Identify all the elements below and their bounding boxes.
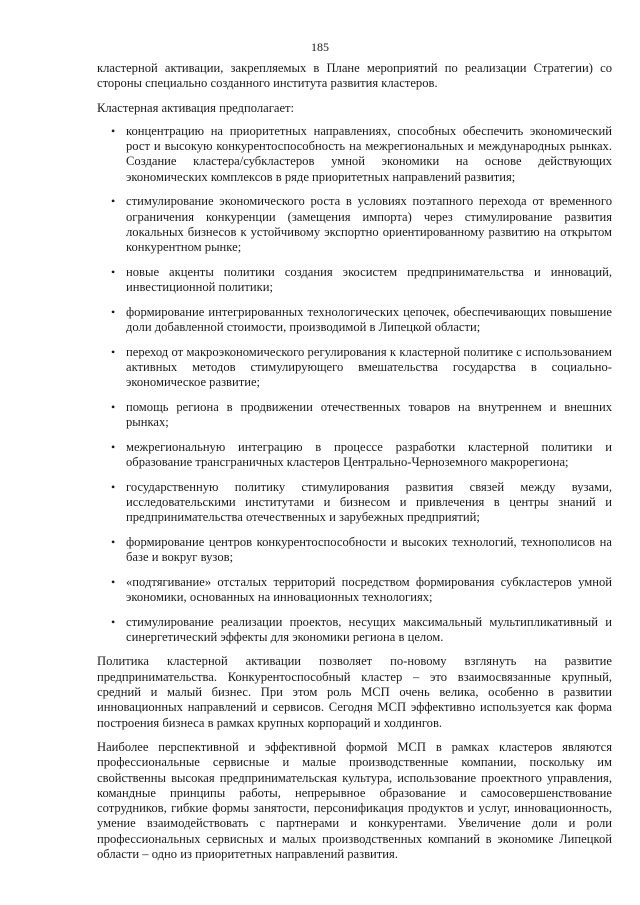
bullet-list — [97, 124, 612, 645]
bullet-icon: • — [111, 614, 116, 629]
body-paragraph: Наиболее перспективной и эффективной формой МСП в рамках кластеров являются профессиональные сервисные и малые производственные компании, поскольку им свойственны высокая предпринимательская культура, использование проектного управления, командные принципы работы, непрерывное образование и самосовершенствование сотрудников, гибкие формы занятости, персонификация продуктов и услуг, инновационность, умение взаимодействовать с партнерами и конкурентами. Увеличение доли и роли профессиональных сервисных и малых производственных компаний в экономике Липецкой области – одно из приоритетных направлений развития. — [97, 739, 612, 862]
list-item-text: стимулирование реализации проектов, несущих максимальный мультипликативный и синергетический эффекты для экономики региона в целом. — [126, 614, 612, 644]
list-item — [97, 124, 612, 185]
list-item — [97, 305, 612, 336]
page-content — [97, 61, 612, 862]
list-item-text: «подтягивание» отсталых территорий посредством формирования субкластеров умной экономики, основанных на инновационных технологиях; — [126, 574, 612, 604]
body-paragraph: Политика кластерной активации позволяет по-новому взглянуть на развитие предпринимательства. Конкурентоспособный кластер – это взаимосвязанные крупный, средний и малый бизнес. При этом роль МСП очень велика, особенно в развитии инновационных направлений и сервисов. Сегодня МСП эффективно используется как форма построения бизнеса в рамках крупных корпораций и холдингов. — [97, 654, 612, 730]
bullet-icon: • — [111, 479, 116, 494]
bullet-icon: • — [111, 123, 116, 138]
list-item — [97, 194, 612, 255]
list-item — [97, 575, 612, 606]
bullet-icon: • — [111, 399, 116, 414]
list-item — [97, 615, 612, 646]
list-item — [97, 265, 612, 296]
list-item — [97, 400, 612, 431]
list-item-text: стимулирование экономического роста в условиях поэтапного перехода от временного ограничения конкуренции (замещения импорта) через стимулирование развития локальных бизнесов к устойчивому экспортно ориентированному развитию на открытом конкурентном рынке; — [126, 194, 612, 255]
list-item-text: межрегиональную интеграцию в процессе разработки кластерной политики и образование трансграничных кластеров Центрально-Черноземного макрорегиона; — [126, 439, 612, 470]
list-item-text: государственную политику стимулирования развития связей между вузами, исследовательскими институтами и бизнесом и привлечения в центры знаний и предпринимательства отечественных и зарубежных предприятий; — [126, 479, 612, 525]
bullet-icon: • — [111, 574, 116, 589]
bullet-icon: • — [111, 304, 116, 319]
list-item — [97, 535, 612, 566]
bullet-icon: • — [111, 194, 116, 209]
bullet-icon: • — [111, 344, 116, 359]
bullet-icon: • — [111, 264, 116, 279]
list-item-text: новые акценты политики создания экосистем предпринимательства и инноваций, инвестиционной политики; — [126, 264, 612, 295]
list-item-text: помощь региона в продвижении отечественных товаров на внутреннем и внешних рынках; — [126, 399, 612, 430]
list-item — [97, 480, 612, 526]
list-item — [97, 440, 612, 471]
list-item — [97, 345, 612, 391]
bullet-icon: • — [111, 439, 116, 454]
list-item-text: формирование интегрированных технологических цепочек, обеспечивающих повышение доли добавленной стоимости, производимой в Липецкой области; — [126, 304, 612, 335]
list-item-text: концентрацию на приоритетных направлениях, способных обеспечить экономический рост и высокую конкурентоспособность на межрегиональных и международных рынках. Создание кластера/субкластеров умной экономики на основе действующих экономических комплексов в ряде приоритетных направлений развития; — [126, 123, 612, 184]
list-item-text: формирование центров конкурентоспособности и высоких технологий, технополисов на базе и вокруг вузов; — [126, 534, 612, 565]
list-lead-text: Кластерная активация предполагает: — [97, 100, 295, 115]
list-item-text: переход от макроэкономического регулирования к кластерной политике с использованием активных методов стимулирующего вмешательства государства в социально-экономическое развитие; — [126, 344, 612, 390]
page-number: 185 — [311, 40, 329, 54]
intro-paragraph: кластерной активации, закрепляемых в Плане мероприятий по реализации Стратегии) со стороны специально созданного института развития кластеров. — [97, 61, 612, 91]
bullet-icon: • — [111, 534, 116, 549]
